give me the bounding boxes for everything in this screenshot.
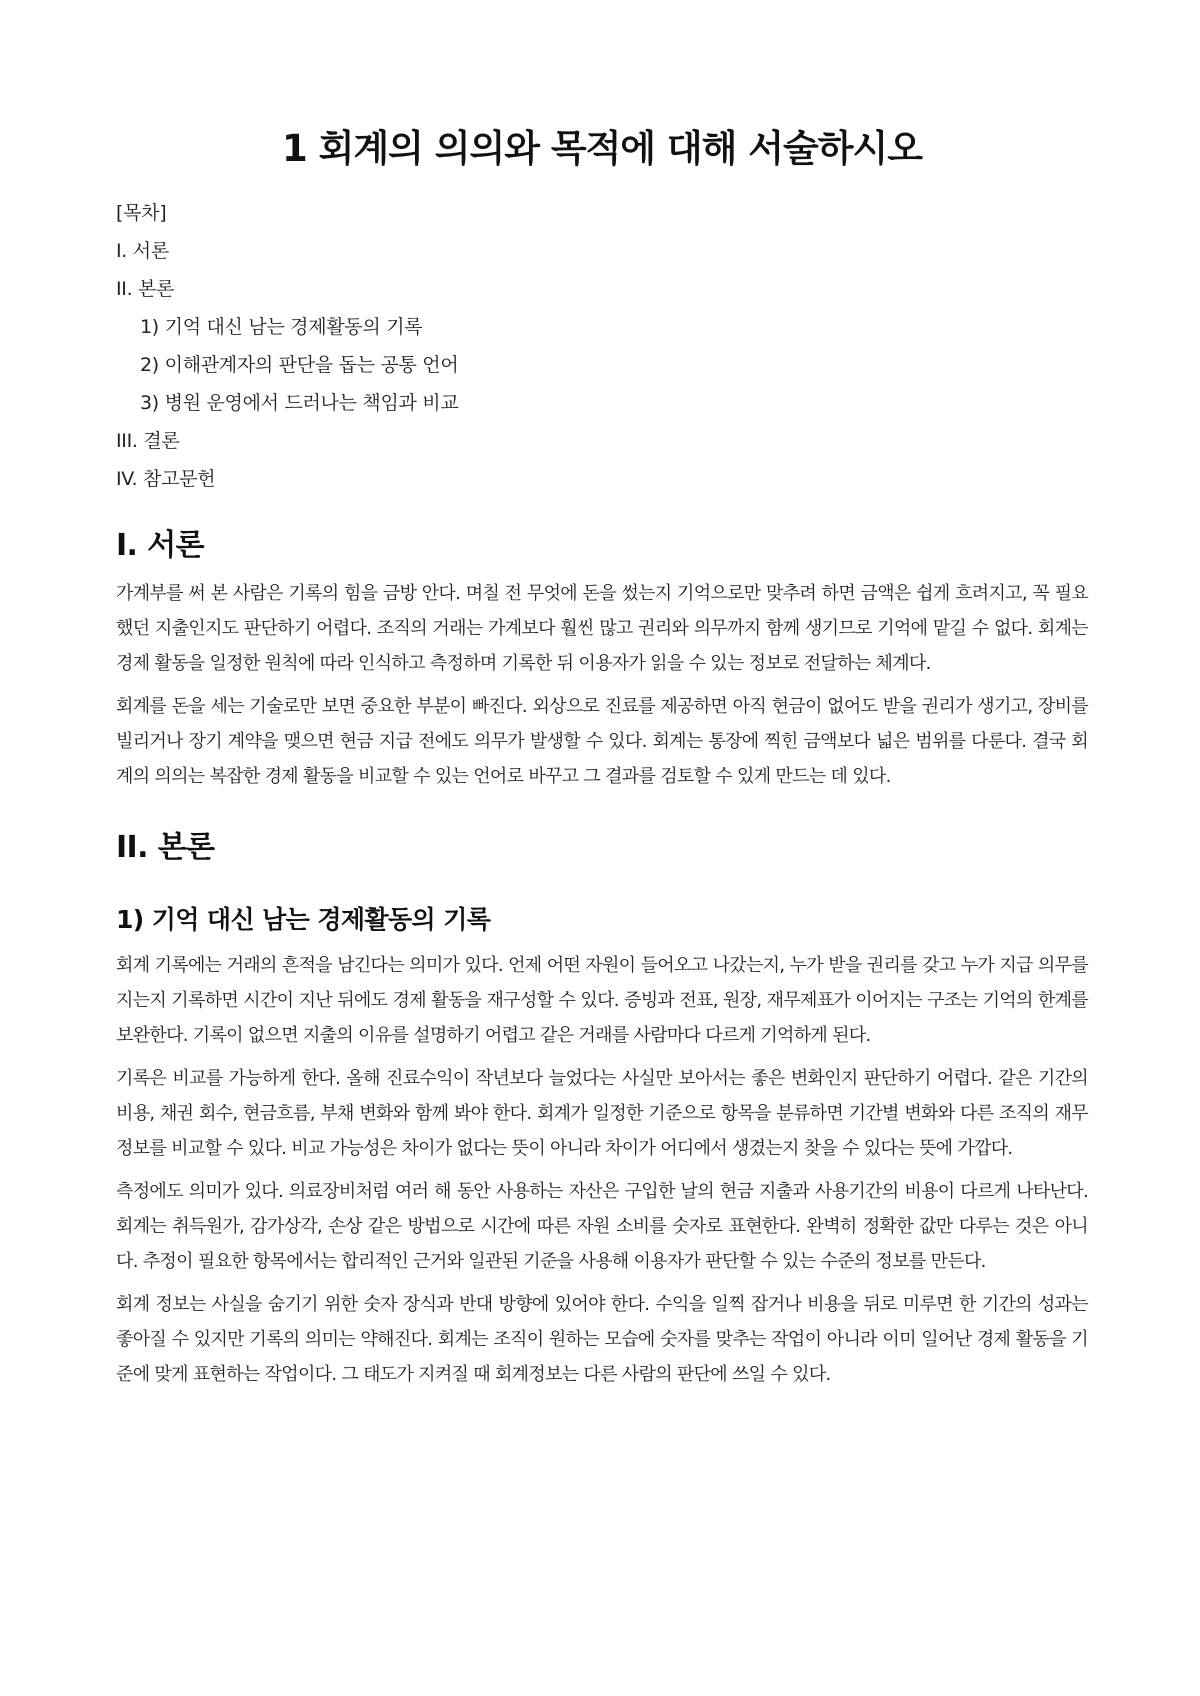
toc-item-body: II. 본론: [116, 278, 175, 300]
toc-item-references: IV. 참고문헌: [116, 468, 216, 490]
table-of-contents: [116, 194, 1088, 498]
section-heading-body: II. 본론: [116, 830, 215, 865]
paragraph: 측정에도 의미가 있다. 의료장비처럼 여러 해 동안 사용하는 자산은 구입한 날의 현금 지출과 사용기간의 비용이 다르게 나타난다. 회계는 취득원가, 감가상각, 손상 같은 방법으로 시간에 따른 자원 소비를 숫자로 표현한다. 완벽히 정확한 값만 다루는 것은 아니다. 추정이 필요한 항목에서는 합리적인 근거와 일관된 기준을 사용해 이용자가 판단할 수 있는 수준의 정보를 만든다.: [116, 1181, 1088, 1272]
document-title: 1 회계의 의의와 목적에 대해 서술하시오: [281, 127, 923, 170]
paragraph: 회계 정보는 사실을 숨기기 위한 숫자 장식과 반대 방향에 있어야 한다. 수익을 일찍 잡거나 비용을 뒤로 미루면 한 기간의 성과는 좋아질 수 있지만 기록의 의미는 약해진다. 회계는 조직이 원하는 모습에 숫자를 맞추는 작업이 아니라 이미 일어난 경제 활동을 기준에 맞게 표현하는 작업이다. 그 태도가 지켜질 때 회계정보는 다른 사람의 판단에 쓰일 수 있다.: [116, 1294, 1088, 1385]
paragraph: 기록은 비교를 가능하게 한다. 올해 진료수익이 작년보다 늘었다는 사실만 보아서는 좋은 변화인지 판단하기 어렵다. 같은 기간의 비용, 채권 회수, 현금흐름, 부채 변화와 함께 봐야 한다. 회계가 일정한 기준으로 항목을 분류하면 기간별 변화와 다른 조직의 재무정보를 비교할 수 있다. 비교 가능성은 차이가 없다는 뜻이 아니라 차이가 어디에서 생겼는지 찾을 수 있다는 뜻에 가깝다.: [116, 1068, 1088, 1159]
paragraph: 가계부를 써 본 사람은 기록의 힘을 금방 안다. 며칠 전 무엇에 돈을 썼는지 기억으로만 맞추려 하면 금액은 쉽게 흐려지고, 꼭 필요했던 지출인지도 판단하기 어렵다. 조직의 거래는 가계보다 훨씬 많고 권리와 의무까지 함께 생기므로 기억에 맡길 수 없다. 회계는 경제 활동을 일정한 원칙에 따라 인식하고 측정하며 기록한 뒤 이용자가 읽을 수 있는 정보로 전달하는 체계다.: [116, 583, 1088, 674]
section-heading-introduction: I. 서론: [116, 528, 204, 563]
toc-item-conclusion: III. 결론: [116, 430, 180, 452]
toc-item-body-2: 2) 이해관계자의 판단을 돕는 공통 언어: [140, 354, 459, 376]
paragraph: 회계 기록에는 거래의 흔적을 남긴다는 의미가 있다. 언제 어떤 자원이 들어오고 나갔는지, 누가 받을 권리를 갖고 누가 지급 의무를 지는지 기록하면 시간이 지난 뒤에도 경제 활동을 재구성할 수 있다. 증빙과 전표, 원장, 재무제표가 이어지는 구조는 기억의 한계를 보완한다. 기록이 없으면 지출의 이유를 설명하기 어렵고 같은 거래를 사람마다 다르게 기억하게 된다.: [116, 955, 1088, 1046]
toc-heading: [목차]: [116, 202, 167, 224]
subsection-heading-record: 1) 기억 대신 남는 경제활동의 기록: [116, 905, 491, 934]
paragraph: 회계를 돈을 세는 기술로만 보면 중요한 부분이 빠진다. 외상으로 진료를 제공하면 아직 현금이 없어도 받을 권리가 생기고, 장비를 빌리거나 장기 계약을 맺으면 현금 지급 전에도 의무가 발생할 수 있다. 회계는 통장에 찍힌 금액보다 넓은 범위를 다룬다. 결국 회계의 의의는 복잡한 경제 활동을 비교할 수 있는 언어로 바꾸고 그 결과를 검토할 수 있게 만드는 데 있다.: [116, 696, 1088, 787]
toc-item-body-1: 1) 기억 대신 남는 경제활동의 기록: [140, 316, 423, 338]
toc-item-introduction: I. 서론: [116, 240, 169, 262]
toc-item-body-3: 3) 병원 운영에서 드러나는 책임과 비교: [140, 392, 459, 414]
